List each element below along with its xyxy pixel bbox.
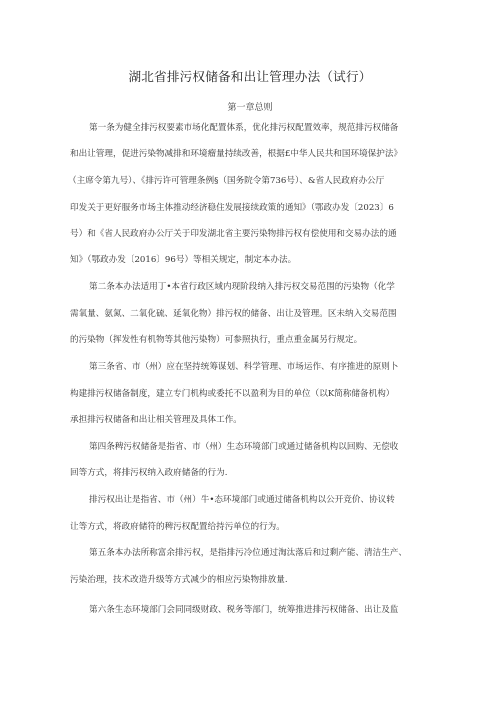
text-line: 第一条为健全排污权要素市场化配置体系，优化排污权配置效率，规范排污权储备 [89, 123, 399, 133]
text-line: 号）和《省人民政府办公厅关于印发湖北省主要污染物排污权有偿使用和交易办法的通 [70, 229, 397, 239]
text-line: 和出让管理，促进污染物减排和环境瘤量持续改善，根据£中华人民共和国环境保护法》 [70, 149, 403, 159]
chapter-heading: 第一章总则 [227, 103, 273, 113]
text-line: 第四条稗污权储备是指省、市（州）生态环境部门或通过储备机构以回购、无偿收 [89, 442, 399, 452]
text-line: 第六条生态环境部门会同同级财政、税务等部门，统筹推进排污权储备、出让及监 [89, 605, 399, 615]
text-line: 印发关于更好服务市场主体推动经济稳住发展接续政策的通知》（鄂政办发〔2023〕6 [70, 203, 394, 213]
text-line: 让等方式，将政府储符的稗污权配置给持污单位的行为。 [70, 522, 285, 532]
text-line: 承担排污权储备和出让相关管理及具体工作。 [70, 415, 242, 425]
text-line: 构建排污权储备制度，建立专门机构或委托不以盈利为目的单位（以K简称储备机构） [70, 389, 395, 399]
text-line: （主席令第九号）、《排污许可管理条例§（国务院令第736号）、&省人民政府办公厅 [68, 176, 385, 186]
text-line: 排污权出让是指省、市（州）牛•态环境部门或通过储备机构以公开竞价、协议转 [89, 495, 395, 505]
text-line: 需氧量、氨氮、二氧化硫、延氧化物）排污权的储备、出让及管理。区未纳入交易范围 [70, 309, 397, 319]
document-title: 湖北省排污权储备和出让管理办法（试行） [128, 69, 372, 84]
text-line: 第五条本办法所称富余排污权，是指排污冷位通过淘汰落后和过剩产能、清洁生产、 [89, 548, 407, 558]
text-line: 污染治理，技术改造升级等方式减少的相应污染物排放量. [70, 575, 288, 585]
text-line: 第三条省、市（州）应在坚持统筹谋划、科学管理、市场运作、有序推进的原则卜 [89, 362, 399, 372]
text-line: 第二条本办法适用丁•本省行政区域内现阶段纳入排污权交易范围的污染物（化学 [89, 282, 395, 292]
text-line: 回等方式，将排污权纳入政府储备的行为. [70, 468, 228, 478]
text-line: 的污染物（挥发性有机物等其他污染物）可参照执行，重点重金属另行规定。 [70, 335, 363, 345]
text-line: 知》（鄂政办发〔2016〕96号）等相关规定，制定本办法。 [70, 255, 297, 265]
